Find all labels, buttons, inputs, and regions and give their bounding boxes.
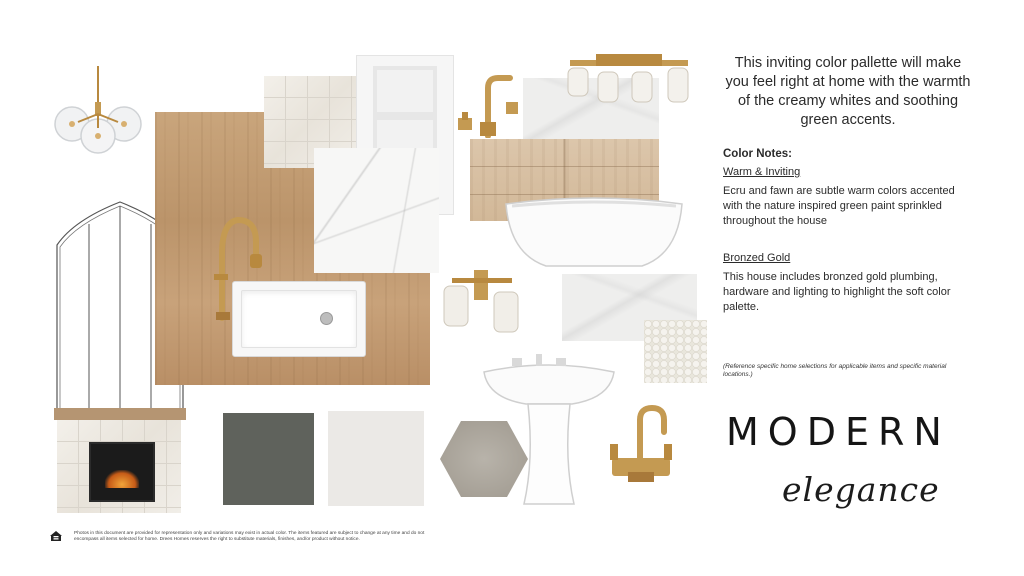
elegance-script: elegance bbox=[782, 470, 940, 509]
modern-title: MODERN bbox=[726, 410, 951, 454]
drain-icon bbox=[320, 312, 333, 325]
gold-widespread-faucet-image bbox=[454, 74, 522, 138]
gold-centerset-faucet-image bbox=[606, 404, 676, 484]
bronzed-gold-heading: Bronzed Gold bbox=[723, 252, 791, 264]
quartz-countertop-swatch bbox=[314, 148, 439, 273]
reference-note: (Reference specific home selections for applicable items and specific material locations.) bbox=[723, 363, 947, 378]
gold-vanity-light-image bbox=[566, 52, 692, 108]
fireplace-mantel bbox=[54, 408, 186, 420]
green-paint-swatch bbox=[223, 413, 314, 505]
gold-sconce-image bbox=[442, 268, 524, 334]
globe-chandelier-image bbox=[50, 66, 146, 156]
bronzed-gold-text: This house includes bronzed gold plumbing, hardware and lighting to highlight the soft color palette. bbox=[723, 271, 951, 313]
color-notes-title: Color Notes: bbox=[723, 148, 792, 160]
equal-housing-icon bbox=[49, 529, 63, 543]
fireplace-image bbox=[54, 408, 186, 513]
intro-text: This inviting color pallette will make you feel right at home with the warmth of the creamy whites and soothing green accents. bbox=[725, 55, 971, 128]
disclaimer-text: Photos in this document are provided for representation only and variations may exist in actual color. The items featured are subject to change at any time and do not encompass all items selected for home. Drees Homes reserves the right to substitute materials, finishes, and/or product without notice. bbox=[74, 531, 425, 542]
firebox bbox=[89, 442, 155, 502]
cream-paint-swatch bbox=[328, 411, 424, 506]
cabinet-upper-panel bbox=[373, 66, 437, 116]
gold-kitchen-faucet-image bbox=[210, 214, 266, 322]
penny-mosaic-tile-swatch bbox=[644, 320, 707, 383]
hexagon-stone-tile-swatch bbox=[439, 420, 529, 498]
warm-inviting-text: Ecru and fawn are subtle warm colors accented with the nature inspired green paint sprinkled throughout the house bbox=[723, 185, 955, 227]
freestanding-tub-image bbox=[502, 194, 686, 270]
warm-inviting-heading: Warm & Inviting bbox=[723, 166, 801, 178]
